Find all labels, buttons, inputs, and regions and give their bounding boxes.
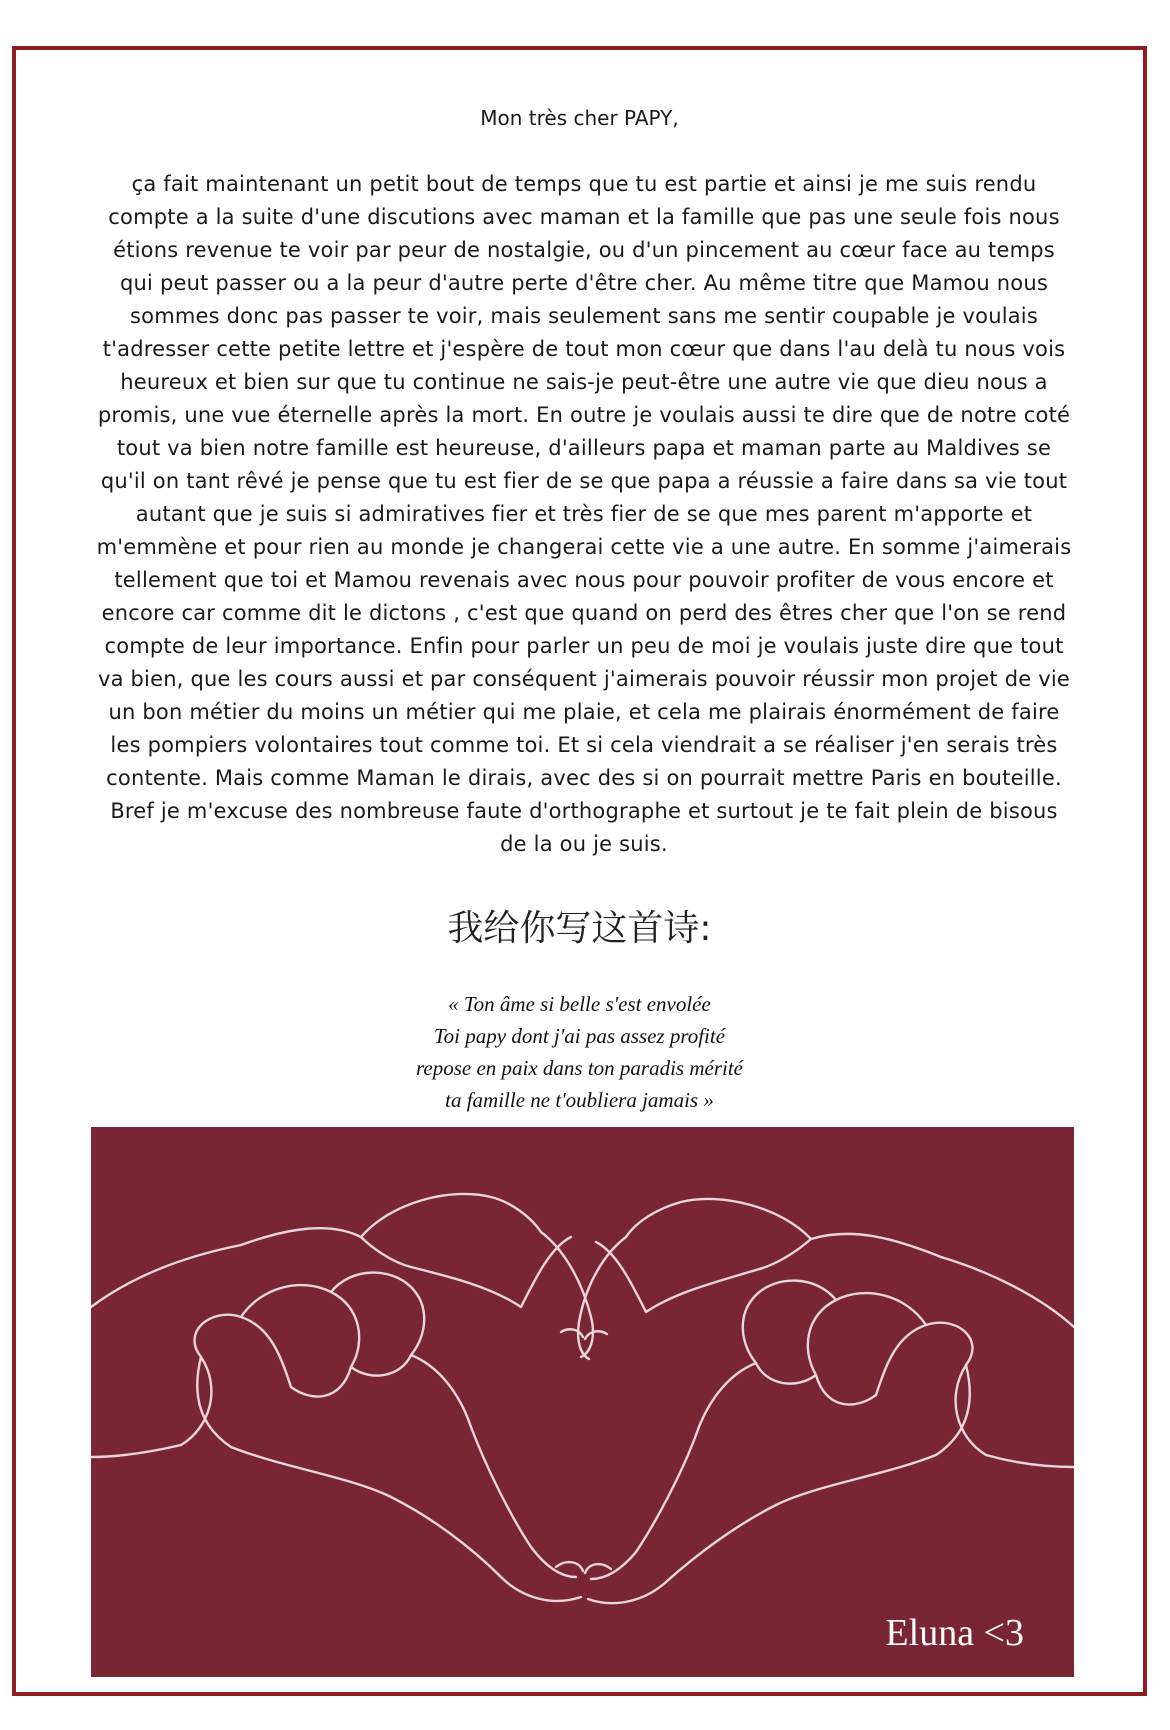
poem-line: Toi papy dont j'ai pas assez profité	[433, 1024, 726, 1048]
letter-body: ça fait maintenant un petit bout de temps que tu est partie et ainsi je me suis rendu compte a la suite d'une discutions avec maman et la famille que pas une seule fois nous étions revenue te voir par peur de nostalgie, ou d'un pincement au cœur face au temps qui peut passer ou a la peur d'autre perte d'être cher. Au même titre que Mamou nous sommes donc pas passer te voir, mais seulement sans me sentir coupable je voulais t'adresser cette petite lettre et j'espère de tout mon cœur que dans l'au delà tu nous vois heureux et bien sur que tu continue ne sais-je peut-être une autre vie que dieu nous a promis, une vue éternelle après la mort. En outre je voulais aussi te dire que de notre coté tout va bien notre famille est heureuse, d'ailleurs papa et maman parte au Maldives se qu'il on tant rêvé je pense que tu est fier de se que papa a réussie a faire dans sa vie tout autant que je suis si admiratives fier et très fier de se que mes parent m'apporte et m'emmène et pour rien au monde je changerai cette vie a une autre. En somme j'aimerais tellement que toi et Mamou revenais avec nous pour pouvoir profiter de vous encore et encore car comme dit le dictons , c'est que quand on perd des êtres cher que l'on se rend compte de leur importance. Enfin pour parler un peu de moi je voulais juste dire que tout va bien, que les cours aussi et par conséquent j'aimerais pouvoir réussir mon projet de vie un bon métier du moins un métier qui me plaie, et cela me plairais énormément de faire les pompiers volontaires tout comme toi. Et si cela viendrait a se réaliser j'en serais très contente. Mais comme Maman le dirais, avec des si on pourrait mettre Paris en bouteille. Bref je m'excuse des nombreuse faute d'orthographe et surtout je te fait plein de bisous de la ou je suis.	[96, 172, 1072, 856]
page-frame	[12, 46, 1147, 1696]
poem-line: repose en paix dans ton paradis mérité	[415, 1056, 744, 1080]
letter-greeting: Mon très cher PAPY,	[480, 106, 679, 130]
heart-hands-artwork	[91, 1127, 1074, 1677]
poem-intro: 我给你写这首诗:	[447, 908, 712, 949]
poem-line: ta famille ne t'oubliera jamais »	[445, 1088, 714, 1112]
heart-hands-icon	[91, 1127, 1074, 1677]
signature: Eluna <3	[885, 1612, 1024, 1654]
poem-line: « Ton âme si belle s'est envolée	[448, 992, 711, 1016]
poem	[16, 988, 1143, 1116]
